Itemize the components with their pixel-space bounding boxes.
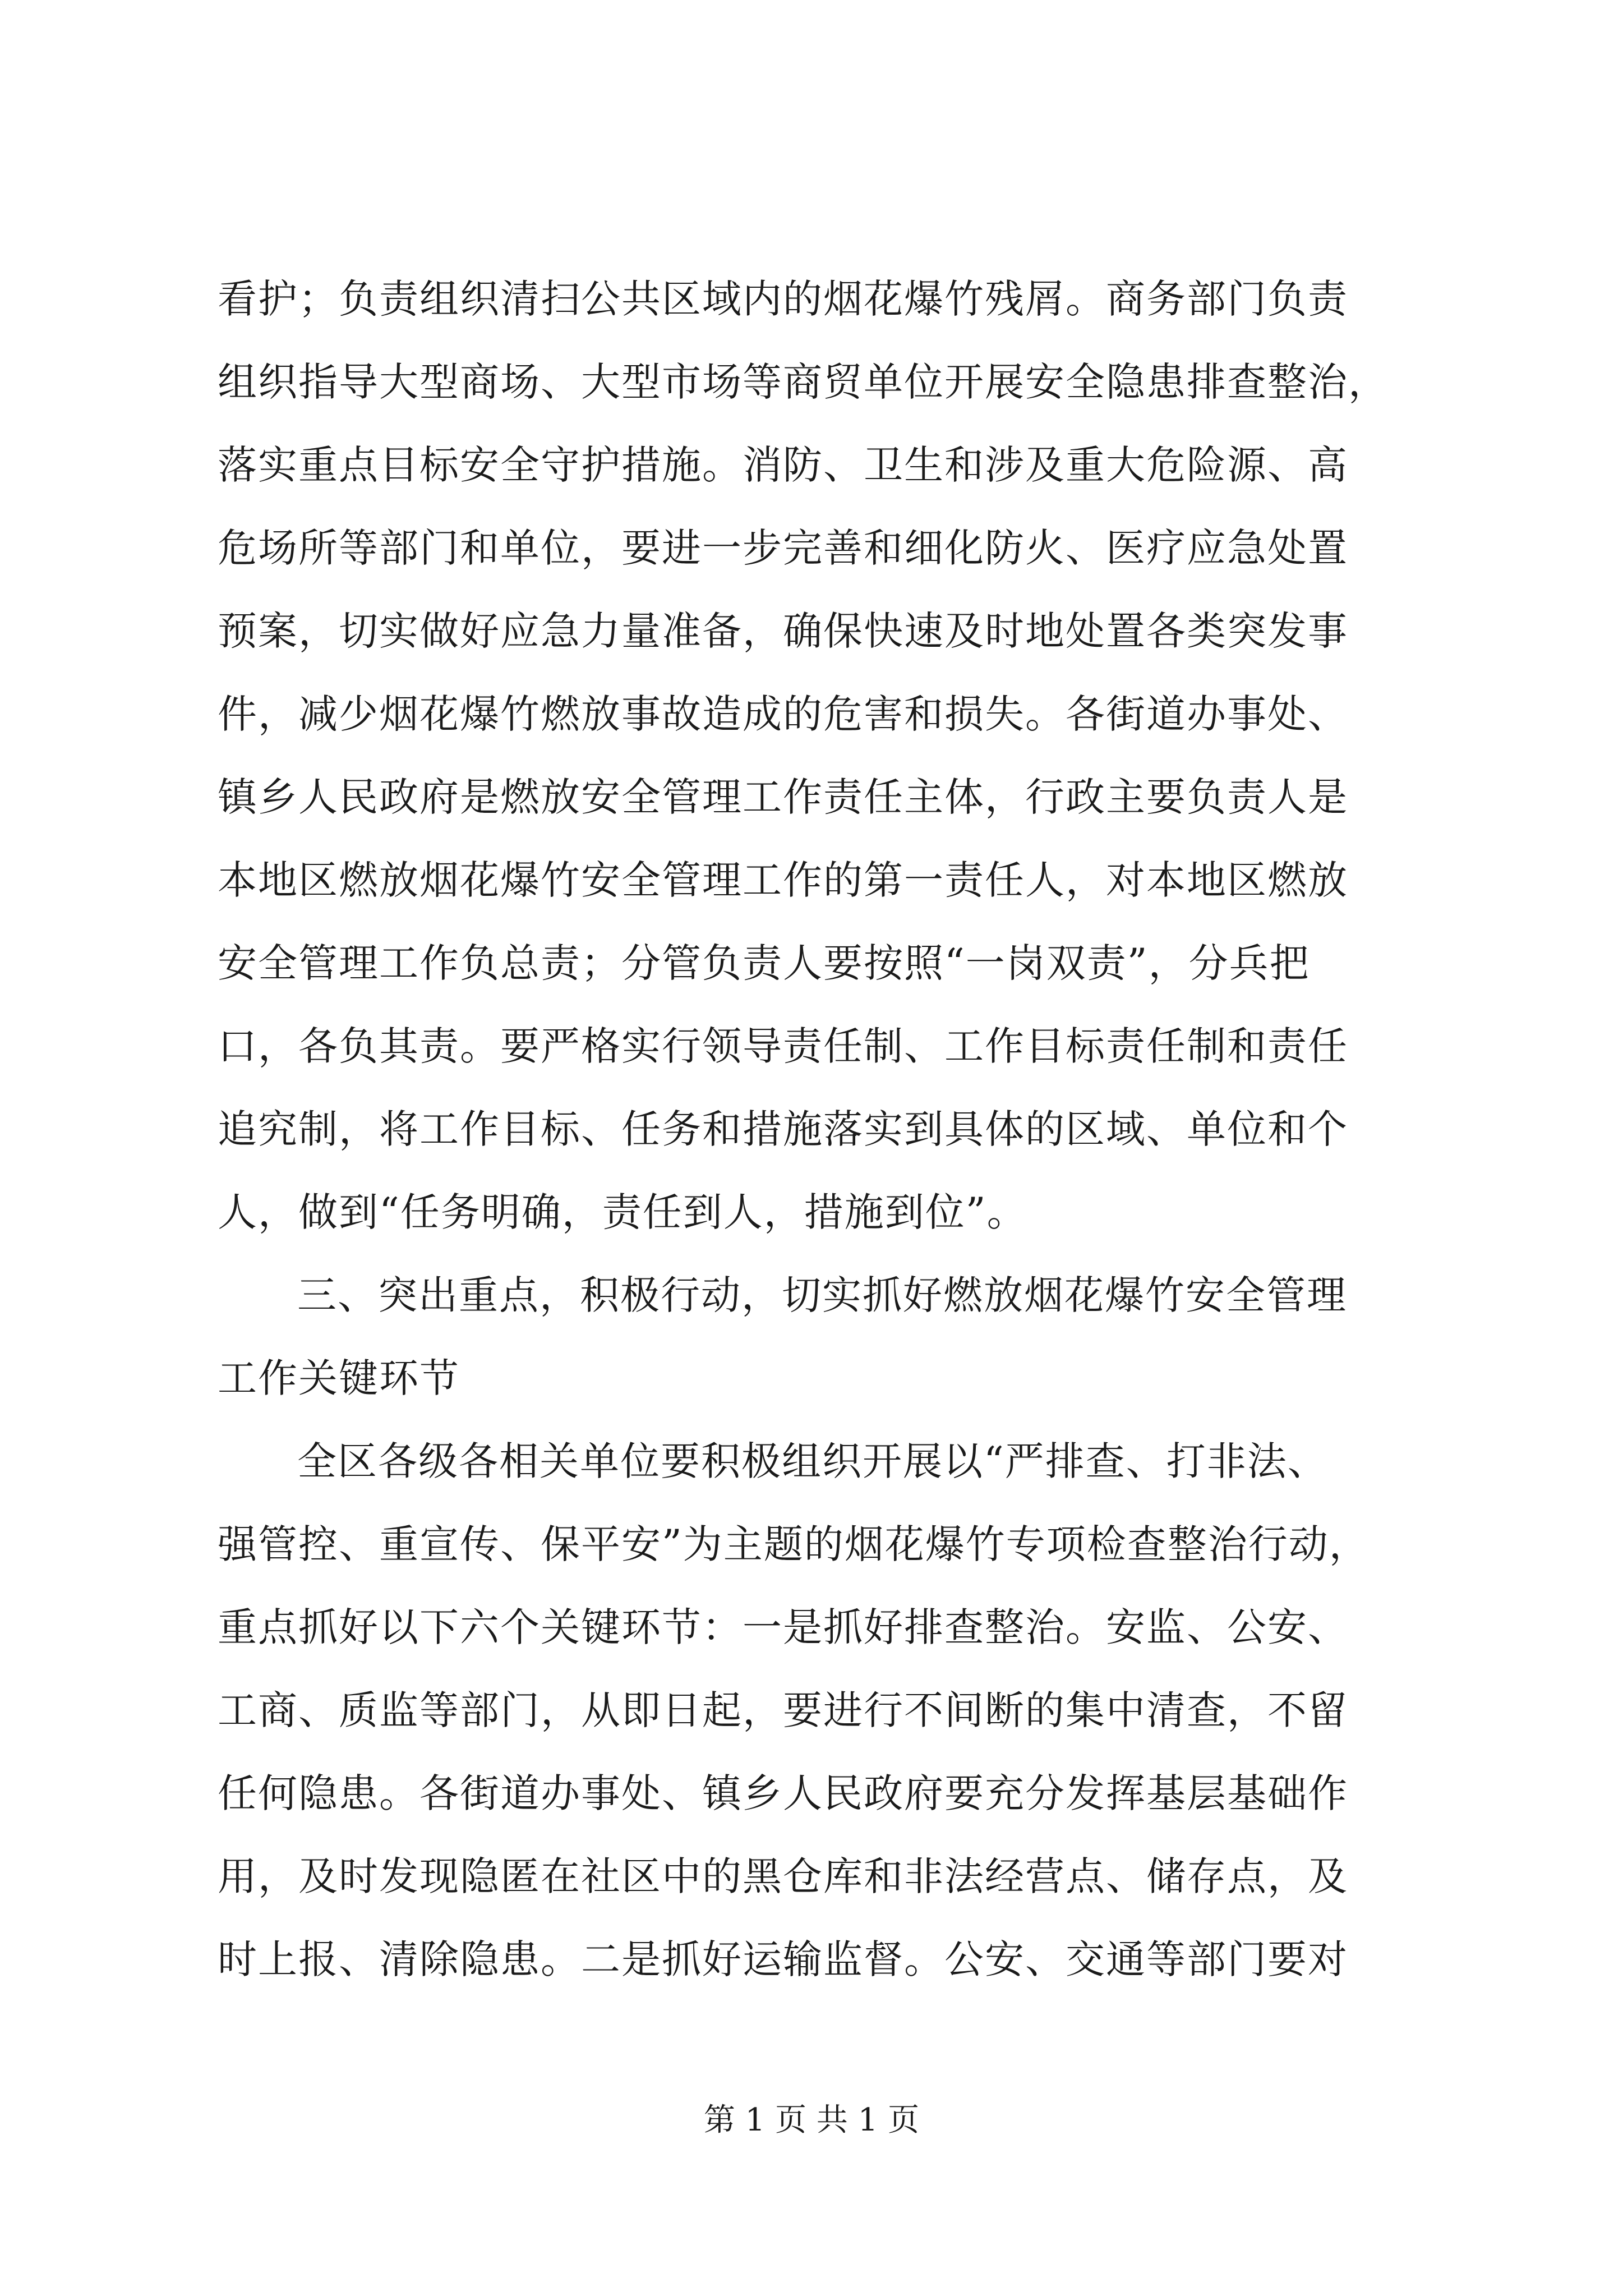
text-line-9: 安全管理工作负总责；分管负责人要按照“一岗双责”，分兵把 — [218, 940, 1310, 986]
text-line-19: 任何隐患。各街道办事处、镇乡人民政府要充分发挥基层基础作 — [218, 1770, 1348, 1816]
text-line-2: 组织指导大型商场、大型市场等商贸单位开展安全隐患排查整治， — [218, 359, 1389, 405]
text-line-6: 件，减少烟花爆竹燃放事故造成的危害和损失。各街道办事处、 — [218, 691, 1348, 737]
text-line-10: 口，各负其责。要严格实行领导责任制、工作目标责任制和责任 — [218, 1023, 1348, 1069]
text-line-15: 全区各级各相关单位要积极组织开展以“严排查、打非法、 — [297, 1438, 1328, 1484]
text-line-7: 镇乡人民政府是燃放安全管理工作责任主体，行政主要负责人是 — [218, 774, 1348, 820]
text-line-5: 预案，切实做好应急力量准备，确保快速及时地处置各类突发事 — [218, 608, 1348, 654]
text-line-8: 本地区燃放烟花爆竹安全管理工作的第一责任人，对本地区燃放 — [218, 857, 1348, 903]
page-number-footer: 第 1 页 共 1 页 — [703, 2102, 920, 2138]
text-line-20: 用，及时发现隐匿在社区中的黑仓库和非法经营点、储存点，及 — [218, 1853, 1348, 1899]
text-line-18: 工商、质监等部门，从即日起，要进行不间断的集中清查，不留 — [218, 1687, 1348, 1733]
text-line-21: 时上报、清除隐患。二是抓好运输监督。公安、交通等部门要对 — [218, 1936, 1348, 1982]
text-line-3: 落实重点目标安全守护措施。消防、卫生和涉及重大危险源、高 — [218, 442, 1348, 488]
section-heading-line-1: 三、突出重点，积极行动，切实抓好燃放烟花爆竹安全管理 — [297, 1272, 1347, 1318]
text-line-4: 危场所等部门和单位，要进一步完善和细化防火、医疗应急处置 — [218, 525, 1348, 571]
text-line-17: 重点抓好以下六个关键环节：一是抓好排查整治。安监、公安、 — [218, 1604, 1348, 1650]
text-line-16: 强管控、重宣传、保平安”为主题的烟花爆竹专项检查整治行动， — [218, 1521, 1370, 1567]
text-line-12: 人，做到“任务明确，责任到人，措施到位”。 — [218, 1189, 1027, 1235]
section-heading-line-2: 工作关键环节 — [218, 1355, 460, 1401]
text-line-1: 看护；负责组织清扫公共区域内的烟花爆竹残屑。商务部门负责 — [218, 276, 1348, 322]
text-line-11: 追究制，将工作目标、任务和措施落实到具体的区域、单位和个 — [218, 1106, 1348, 1152]
